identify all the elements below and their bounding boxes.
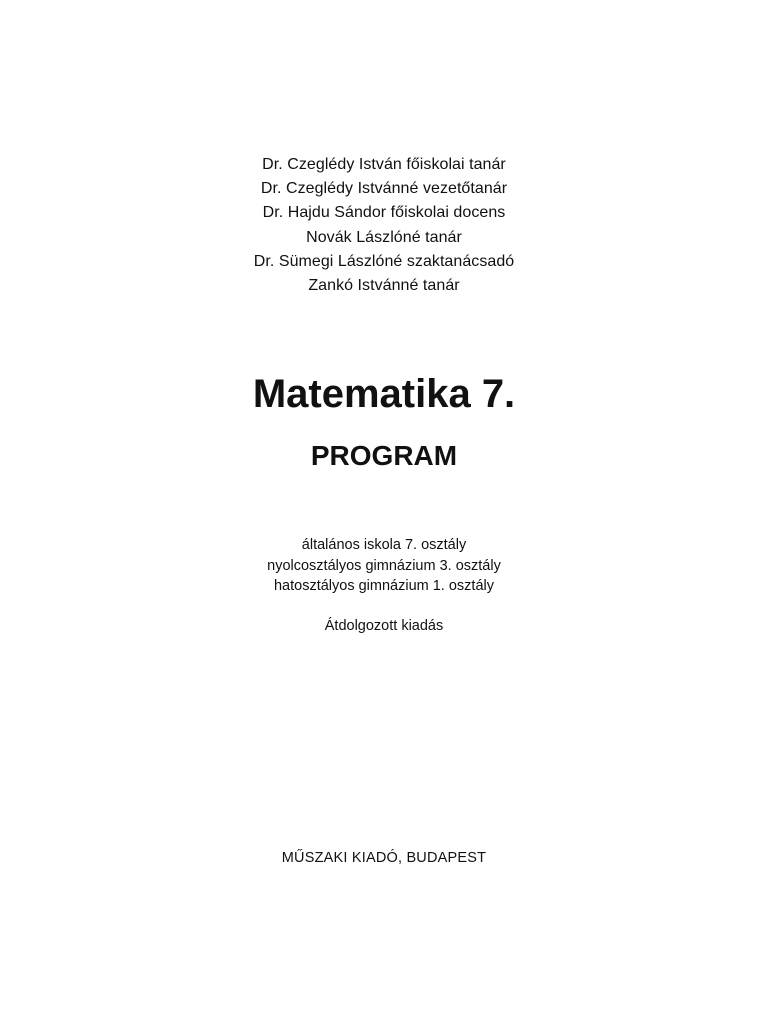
author-item: Dr. Czeglédy István főiskolai tanár <box>262 156 506 173</box>
author-item: Dr. Czeglédy Istvánné vezetőtanár <box>260 180 508 198</box>
book-title: Matematika 7. <box>252 372 516 416</box>
author-list <box>0 153 768 298</box>
school-type-list <box>0 535 768 597</box>
publisher-imprint: MŰSZAKI KIADÓ, BUDAPEST <box>281 850 487 866</box>
school-type-item: általános iskola 7. osztály <box>301 537 467 553</box>
author-item: Dr. Hajdu Sándor főiskolai docens <box>262 204 506 222</box>
school-type-item: nyolcosztályos gimnázium 3. osztály <box>267 557 501 574</box>
author-item: Novák Lászlóné tanár <box>306 228 462 246</box>
school-type-item: hatosztályos gimnázium 1. osztály <box>273 578 494 594</box>
author-item: Zankó Istvánné tanár <box>308 277 460 295</box>
edition-note: Átdolgozott kiadás <box>324 618 444 634</box>
author-item: Dr. Sümegi Lászlóné szaktanácsadó <box>253 252 515 270</box>
book-subtitle: PROGRAM <box>310 440 458 471</box>
